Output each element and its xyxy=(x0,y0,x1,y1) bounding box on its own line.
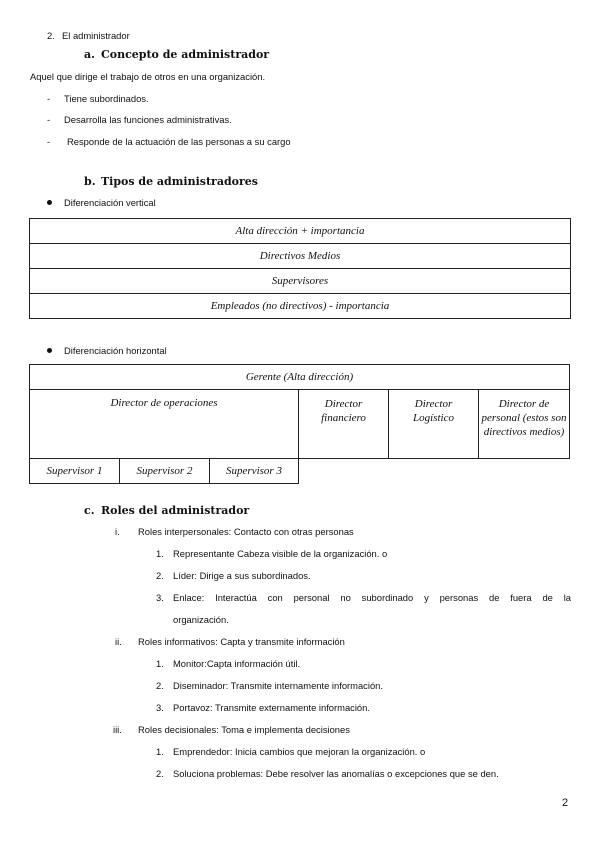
fin-director-cell: Director financiero xyxy=(298,389,389,459)
vertical-row: Directivos Medios xyxy=(30,244,571,269)
subsection-a-letter: a. xyxy=(84,48,95,61)
supervisor-cell: Supervisor 1 xyxy=(29,458,120,484)
dash: - xyxy=(47,136,51,147)
subsection-c-title: Roles del administrador xyxy=(101,504,250,517)
supervisor-cell: Supervisor 3 xyxy=(209,458,299,484)
bullet-icon xyxy=(47,348,52,353)
section-title: El administrador xyxy=(62,30,130,41)
definition-text: Aquel que dirige el trabajo de otros en una organización. xyxy=(30,71,266,82)
role-item: Enlace: Interactúa con personal no subordinado y personas de fuera de la xyxy=(173,592,571,603)
gerente-cell: Gerente (Alta dirección) xyxy=(29,364,570,390)
role-numeral: i. xyxy=(115,526,120,537)
role-item: Diseminador: Transmite internamente información. xyxy=(173,680,383,691)
role-numeral: ii. xyxy=(115,636,122,647)
ops-director-cell: Director de operaciones xyxy=(29,389,299,459)
role-item: Soluciona problemas: Debe resolver las anomalías o excepciones que se den. xyxy=(173,768,499,779)
supervisor-cell: Supervisor 2 xyxy=(119,458,210,484)
role-item-number: 3. xyxy=(156,702,164,713)
role-item: Líder: Dirige a sus subordinados. xyxy=(173,570,311,581)
dash: - xyxy=(47,93,51,104)
role-item-number: 2. xyxy=(156,680,164,691)
log-director-cell: Director Logístico xyxy=(388,389,479,459)
role-numeral: iii. xyxy=(113,724,122,735)
subsection-b-title: Tipos de administradores xyxy=(101,175,258,188)
vertical-row: Supervisores xyxy=(30,269,571,294)
role-group: Roles informativos: Capta y transmite información xyxy=(138,636,345,647)
vertical-table xyxy=(29,218,571,319)
dash: - xyxy=(47,114,51,125)
role-group: Roles interpersonales: Contacto con otras personas xyxy=(138,526,354,537)
role-item-number: 2. xyxy=(156,768,164,779)
horizontal-label: Diferenciación horizontal xyxy=(64,345,167,356)
role-item-number: 3. xyxy=(156,592,164,603)
vertical-label: Diferenciación vertical xyxy=(64,197,156,208)
subsection-b-letter: b. xyxy=(84,175,96,188)
subsection-a-title: Concepto de administrador xyxy=(101,48,270,61)
role-item-number: 1. xyxy=(156,658,164,669)
role-item-number: 2. xyxy=(156,570,164,581)
section-number: 2. xyxy=(47,30,55,41)
bullet-icon xyxy=(47,200,52,205)
role-item: Monitor:Capta información útil. xyxy=(173,658,301,669)
role-item-number: 1. xyxy=(156,548,164,559)
concept-item: Responde de la actuación de las personas a su cargo xyxy=(67,136,291,147)
subsection-c-letter: c. xyxy=(84,504,95,517)
page-number: 2 xyxy=(562,797,569,809)
role-item: Emprendedor: Inicia cambios que mejoran la organización. o xyxy=(173,746,426,757)
role-item: Representante Cabeza visible de la organización. o xyxy=(173,548,388,559)
per-director-cell: Director de personal (estos son directivos medios) xyxy=(478,389,570,459)
role-item-continuation: organización. xyxy=(173,614,229,625)
concept-item: Tiene subordinados. xyxy=(64,93,149,104)
role-item-number: 1. xyxy=(156,746,164,757)
concept-item: Desarrolla las funciones administrativas. xyxy=(64,114,232,125)
role-item: Portavoz: Transmite externamente información. xyxy=(173,702,370,713)
vertical-row: Empleados (no directivos) - importancia xyxy=(30,294,571,319)
role-group: Roles decisionales: Toma e implementa decisiones xyxy=(138,724,350,735)
vertical-row: Alta dirección + importancia xyxy=(30,219,571,244)
